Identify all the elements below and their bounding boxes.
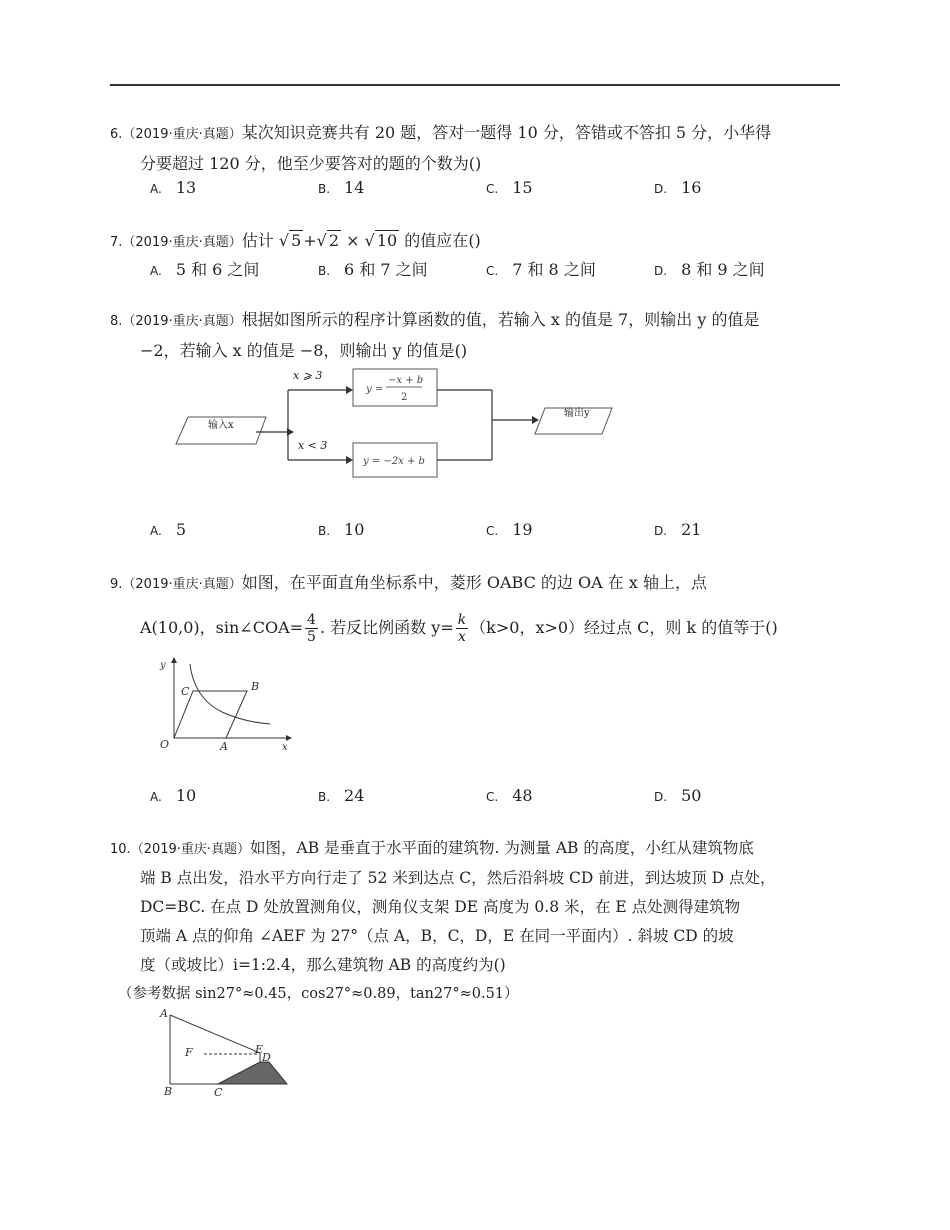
svg-text:y =: y = [366, 384, 384, 395]
svg-text:D: D [262, 1051, 271, 1064]
x-axis-arrow-icon [286, 735, 292, 741]
svg-text:−x + b: −x + b [388, 375, 424, 386]
input-label: 输入x [208, 420, 234, 431]
question-7 [110, 226, 850, 257]
question-8-stem: 8.（2019·重庆·真题）根据如图所示的程序计算函数的值，若输入 x 的值是 7，则输出 y 的值是 −2，若输入 x 的值是 −8，则输出 y 的值是() [110, 310, 760, 360]
option-b[interactable]: B. 10 [318, 520, 365, 539]
question-6-stem: 6.（2019·重庆·真题）某次知识竞赛共有 20 题，答对一题得 10 分，答错或不答扣 5 分，小华得 分要超过 120 分，他至少要答对的题的个数为() [110, 123, 772, 173]
svg-text:O: O [160, 738, 170, 751]
arrow-icon [346, 456, 353, 464]
question-8-options [150, 520, 850, 544]
arrow-icon [346, 386, 353, 394]
question-7-stem: 7.（2019·重庆·真题）估计 √ 5 +√ 2 × √ 10 的值应在() [110, 231, 481, 250]
option-a[interactable]: A. 10 [150, 786, 197, 805]
arrow-icon [532, 416, 539, 424]
question-8 [110, 305, 850, 365]
option-c[interactable]: C. 48 [486, 786, 533, 805]
question-10 [110, 834, 850, 1009]
answer-blank: () [468, 154, 482, 173]
reference-data: （参考数据 sin27°≈0.45，cos27°≈0.89，tan27°≈0.51） [118, 986, 519, 1002]
question-6 [110, 118, 850, 178]
condition-bottom: x < 3 [298, 439, 328, 452]
svg-text:A: A [220, 740, 228, 753]
flowchart-figure [170, 362, 620, 487]
svg-text:F: F [185, 1046, 193, 1059]
svg-text:E: E [255, 1043, 264, 1056]
option-b[interactable]: B. 14 [318, 178, 365, 197]
slope-polygon [218, 1062, 287, 1084]
answer-blank: () [454, 341, 468, 360]
rhombus-oabc [174, 691, 247, 738]
svg-text:y = −2x + b: y = −2x + b [363, 456, 425, 467]
option-a[interactable]: A. 5 [150, 520, 186, 539]
rhombus-figure [152, 654, 300, 754]
answer-blank: () [468, 231, 481, 250]
answer-blank: () [765, 618, 778, 637]
condition-top: x ⩾ 3 [293, 369, 323, 382]
question-9-options [150, 786, 850, 810]
svg-text:C: C [214, 1086, 223, 1099]
question-7-options [150, 257, 850, 281]
option-d[interactable]: D. 21 [654, 520, 702, 539]
option-d[interactable]: D. 16 [654, 178, 702, 197]
question-9 [110, 568, 850, 645]
answer-blank: () [493, 956, 506, 974]
y-axis-arrow-icon [171, 657, 177, 663]
svg-text:B: B [164, 1085, 173, 1098]
header-rule [110, 84, 840, 86]
option-c[interactable]: C. 15 [486, 178, 533, 197]
radical-expression: √ 5 +√ 2 × √ 10 [278, 231, 398, 250]
question-6-options [150, 178, 850, 202]
option-d[interactable]: D. 50 [654, 786, 702, 805]
option-a[interactable]: A. 13 [150, 178, 197, 197]
question-9-line2: A(10,0)，sin∠COA= $\frac{4}{5}$ . 若反比例函数 y= $\frac{k}{x}$ （k>0，x>0）经过点 C，则 k 的值等于() [140, 612, 778, 645]
svg-text:B: B [251, 680, 260, 693]
option-d[interactable]: D. 8 和 9 之间 [654, 260, 765, 279]
svg-text:y: y [160, 660, 166, 671]
question-9-stem: 9.（2019·重庆·真题）如图，在平面直角坐标系中，菱形 OABC 的边 OA 在 x 轴上，点 [110, 573, 707, 592]
option-a[interactable]: A. 5 和 6 之间 [150, 260, 260, 279]
option-b[interactable]: B. 24 [318, 786, 365, 805]
building-slope-figure [156, 1005, 296, 1100]
option-b[interactable]: B. 6 和 7 之间 [318, 260, 428, 279]
svg-text:x: x [282, 742, 288, 753]
svg-text:C: C [181, 685, 190, 698]
option-c[interactable]: C. 19 [486, 520, 533, 539]
hyperbola-curve [190, 664, 270, 724]
question-10-stem: 10.（2019·重庆·真题）如图，AB 是垂直于水平面的建筑物. 为测量 AB 的高度，小红从建筑物底 端 B 点出发，沿水平方向行走了 52 米到达点 C，然后沿斜坡 CD 前进，到达坡顶 D 点处， DC=BC. 在点 D 处放置测角仪，测角仪支架 DE 高度为 0.8 米，在 E 点处测得建筑物 顶端 A 点的仰角 ∠AEF 为 27°（点 A，B，C，D，E 在同一平面内）. 斜坡 CD 的坡 度（或坡比）i=1:2.4，那么建筑物 AB 的高度约为() [110, 839, 776, 974]
output-label: 输出y [564, 408, 590, 419]
option-c[interactable]: C. 7 和 8 之间 [486, 260, 596, 279]
svg-text:A: A [160, 1007, 168, 1020]
svg-text:2: 2 [401, 392, 408, 403]
